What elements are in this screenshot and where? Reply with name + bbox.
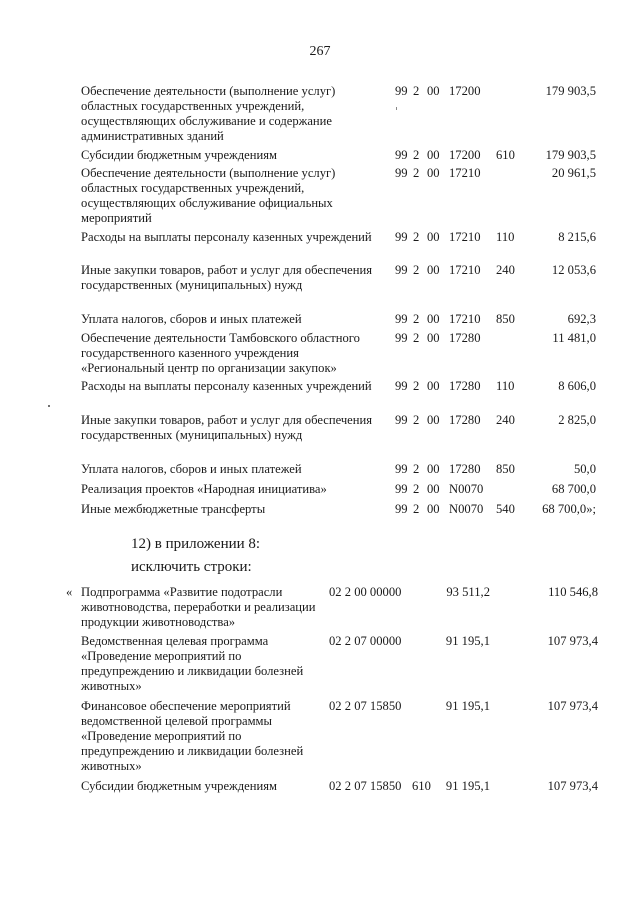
row-name: Обеспечение деятельности (выполнение услуг) областных государственных учреждений, осуществляющих обслуживание и содержание административных зданий [81, 84, 336, 143]
code-3: 00 [427, 166, 440, 180]
code-4: 17280 [449, 379, 481, 393]
code-4: 17200 [449, 148, 481, 162]
code-3: 00 [427, 312, 440, 326]
row-name: Ведомственная целевая программа «Проведение мероприятий по предупреждению и ликвидации болезней животных» [81, 634, 304, 693]
expense-type: 850 [496, 312, 515, 326]
code-2: 2 [413, 230, 420, 244]
code-1: 99 [395, 166, 408, 180]
code-2: 2 [413, 482, 420, 496]
code-2: 2 [413, 263, 420, 277]
code-4: 17280 [449, 462, 481, 476]
scan-mark [396, 107, 397, 110]
amount: 2 825,0 [558, 413, 596, 427]
amount-2: 107 973,4 [547, 779, 598, 793]
row-name: Расходы на выплаты персоналу казенных учреждений [81, 230, 372, 244]
code-4: 17210 [449, 230, 481, 244]
code-2: 2 [413, 331, 420, 345]
amount: 692,3 [567, 312, 596, 326]
row-name: Расходы на выплаты персоналу казенных учреждений [81, 379, 372, 393]
target-code: 02 2 07 00000 [329, 634, 402, 648]
target-code: 02 2 07 15850 [329, 699, 402, 713]
code-3: 00 [427, 331, 440, 345]
code-3: 00 [427, 413, 440, 427]
amount: 179 903,5 [545, 148, 596, 162]
expense-type: 850 [496, 462, 515, 476]
code-3: 00 [427, 148, 440, 162]
code-2: 2 [413, 502, 420, 516]
code-2: 2 [413, 312, 420, 326]
expense-type: 240 [496, 263, 515, 277]
code-1: 99 [395, 413, 408, 427]
amount: 68 700,0 [551, 482, 596, 496]
row-name: Финансовое обеспечение мероприятий ведомственной целевой программы «Проведение мероприятий по предупреждению и ликвидации болезней животных» [81, 699, 304, 773]
row-name: Иные межбюджетные трансферты [81, 502, 266, 516]
expense-type: 540 [496, 502, 515, 516]
expense-type: 240 [496, 413, 515, 427]
code-3: 00 [427, 84, 440, 98]
row-name: Уплата налогов, сборов и иных платежей [81, 312, 302, 326]
code-2: 2 [413, 148, 420, 162]
code-2: 2 [413, 166, 420, 180]
amount: 68 700,0»; [542, 502, 596, 516]
code-1: 99 [395, 462, 408, 476]
expense-type: 610 [496, 148, 515, 162]
code-4: 17280 [449, 413, 481, 427]
code-1: 99 [395, 502, 408, 516]
code-3: 00 [427, 230, 440, 244]
code-4: 17200 [449, 84, 481, 98]
row-name: Субсидии бюджетным учреждениям [81, 779, 277, 793]
code-1: 99 [395, 148, 408, 162]
paragraph-exclude-rows: исключить строки: [131, 559, 252, 575]
code-4: N0070 [449, 482, 484, 496]
amount: 12 053,6 [551, 263, 596, 277]
amount-1: 93 511,2 [446, 585, 490, 599]
row-name: Обеспечение деятельности (выполнение услуг) областных государственных учреждений, осуществляющих обслуживание официальных мероприятий [81, 166, 336, 225]
page-number: 267 [309, 44, 331, 59]
amount: 20 961,5 [551, 166, 596, 180]
code-1: 99 [395, 263, 408, 277]
code-1: 99 [395, 84, 408, 98]
target-code: 02 2 07 15850 [329, 779, 402, 793]
row-name: Иные закупки товаров, работ и услуг для обеспечения государственных (муниципальных) нужд [81, 413, 373, 442]
code-1: 99 [395, 331, 408, 345]
amount: 8 215,6 [558, 230, 596, 244]
code-3: 00 [427, 502, 440, 516]
code-2: 2 [413, 462, 420, 476]
row-name: Субсидии бюджетным учреждениям [81, 148, 277, 162]
code-4: 17210 [449, 166, 481, 180]
code-1: 99 [395, 482, 408, 496]
code-2: 2 [413, 379, 420, 393]
open-quote: « [66, 585, 73, 599]
expense-type: 110 [496, 379, 515, 393]
amount: 179 903,5 [545, 84, 596, 98]
amount: 50,0 [573, 462, 596, 476]
code-3: 00 [427, 379, 440, 393]
amount-2: 107 973,4 [547, 699, 598, 713]
code-3: 00 [427, 263, 440, 277]
expense-type: 110 [496, 230, 515, 244]
code-4: 17210 [449, 312, 481, 326]
code-2: 2 [413, 413, 420, 427]
amount: 8 606,0 [558, 379, 596, 393]
row-name: Реализация проектов «Народная инициатива» [81, 482, 327, 496]
code-4: N0070 [449, 502, 484, 516]
row-name: Уплата налогов, сборов и иных платежей [81, 462, 302, 476]
code-4: 17280 [449, 331, 481, 345]
row-name: Иные закупки товаров, работ и услуг для обеспечения государственных (муниципальных) нужд [81, 263, 373, 292]
amount: 11 481,0 [552, 331, 596, 345]
code-1: 99 [395, 379, 408, 393]
code-3: 00 [427, 462, 440, 476]
paragraph-12: 12) в приложении 8: [131, 536, 261, 552]
code-2: 2 [413, 84, 420, 98]
row-name: Обеспечение деятельности Тамбовского областного государственного казенного учреждения «Региональный центр по организации закупок» [81, 331, 360, 375]
scan-dot [48, 405, 50, 407]
amount-1: 91 195,1 [445, 634, 490, 648]
amount-2: 110 546,8 [548, 585, 598, 599]
code-4: 17210 [449, 263, 481, 277]
amount-1: 91 195,1 [445, 779, 490, 793]
target-code: 02 2 00 00000 [329, 585, 402, 599]
code-1: 99 [395, 230, 408, 244]
code-3: 00 [427, 482, 440, 496]
amount-2: 107 973,4 [547, 634, 598, 648]
expense-type: 610 [412, 779, 431, 793]
row-name: Подпрограмма «Развитие подотрасли животноводства, переработки и реализации продукции животноводства» [81, 585, 316, 629]
amount-1: 91 195,1 [445, 699, 490, 713]
code-1: 99 [395, 312, 408, 326]
